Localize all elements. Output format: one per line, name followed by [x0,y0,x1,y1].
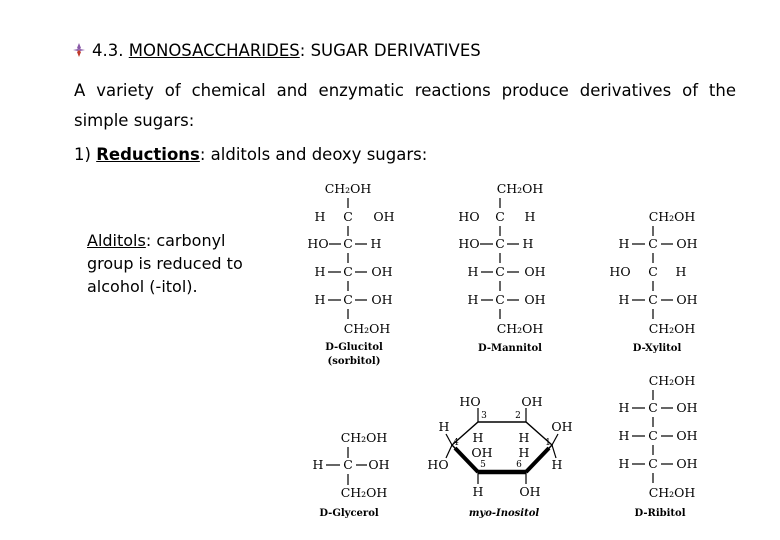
xylitol-top: CH₂OH [648,209,696,224]
glucitol-top: CH₂OH [324,181,372,196]
xylitol-r2-right: H [675,264,687,279]
mannitol-r3-right: OH [524,264,546,279]
inositol-top-left: HO [459,394,481,409]
glycerol-bottom: CH₂OH [340,485,388,500]
glucitol-r4-c: C [343,292,353,307]
inositol-inner-oh-left: OH [471,445,493,460]
heading-rest: : SUGAR DERIVATIVES [299,41,481,60]
mannitol-r2-c: C [495,236,505,251]
glycerol-r1-c: C [343,457,353,472]
inositol-inner-h-left: H [472,430,484,445]
mannitol-structure [458,181,545,354]
inositol-n1: 1 [545,438,551,448]
xylitol-r3-right: OH [676,292,698,307]
glycerol-r1-right: OH [368,457,390,472]
xylitol-r1-c: C [648,236,658,251]
mannitol-r3-c: C [495,264,505,279]
glucitol-name: D-Glucitol [325,342,383,353]
glucitol-structure [307,181,394,367]
glucitol-r2-right: H [370,236,382,251]
inositol-bot-right: OH [519,484,541,499]
intro-text: A variety of chemical and enzymatic reactions produce derivatives of the simple sugars: [74,81,736,130]
glucitol-r3-c: C [343,264,353,279]
mannitol-bottom: CH₂OH [496,321,544,336]
glycerol-top: CH₂OH [340,430,388,445]
xylitol-name: D-Xylitol [632,343,682,354]
mannitol-r4-right: OH [524,292,546,307]
section-title: Reductions [96,145,200,164]
inositol-inner-h-right: H [518,430,530,445]
glucitol-r2-left: HO [307,236,329,251]
mannitol-top: CH₂OH [496,181,544,196]
ribitol-r3-c: C [648,456,658,471]
inositol-name: myo-Inositol [468,508,540,519]
inositol-bot-left: H [472,484,484,499]
glucitol-r3-right: OH [371,264,393,279]
xylitol-structure [609,209,697,354]
mannitol-r2-left: HO [458,236,480,251]
xylitol-r2-left: HO [609,264,631,279]
alditols-term: Alditols [87,231,146,250]
inositol-inner-h-right2: H [518,445,530,460]
glycerol-structure [313,430,390,519]
xylitol-r3-left: H [618,292,630,307]
ribitol-r3-left: H [618,456,630,471]
xylitol-r1-left: H [618,236,630,251]
mannitol-r4-c: C [495,292,505,307]
section-rest: : alditols and deoxy sugars: [199,145,428,164]
mannitol-r1-c: C [495,209,505,224]
xylitol-r2-c: C [648,264,658,279]
mannitol-r1-left: HO [458,209,480,224]
glucitol-r2-c: C [343,236,353,251]
ribitol-r2-right: OH [676,428,698,443]
glucitol-alt: (sorbitol) [327,356,381,367]
ribitol-r1-left: H [618,400,630,415]
inositol-right-h: H [551,457,563,472]
inositol-structure [427,394,572,519]
mannitol-name: D-Mannitol [478,343,542,354]
inositol-n5: 5 [480,460,486,470]
inositol-top-right: OH [521,394,543,409]
xylitol-r3-c: C [648,292,658,307]
glycerol-r1-left: H [312,457,324,472]
section-prefix: 1) [74,145,97,164]
ribitol-r1-right: OH [676,400,698,415]
ribitol-structure [619,373,698,519]
inositol-n6: 6 [516,460,522,470]
inositol-n2: 2 [515,411,521,421]
ribitol-r1-c: C [648,400,658,415]
inositol-right-oh: OH [551,419,573,434]
mannitol-r3-left: H [467,264,479,279]
mannitol-r1-right: H [524,209,536,224]
glucitol-r1-c: C [343,209,353,224]
glycerol-name: D-Glycerol [319,508,379,519]
glucitol-r3-left: H [314,264,326,279]
inositol-left-ho: HO [427,457,449,472]
alditols-rest: : carbonyl group is reduced to alcohol (-itol). [87,231,243,296]
glucitol-r1-left: H [314,209,326,224]
ribitol-r3-right: OH [676,456,698,471]
ribitol-top: CH₂OH [648,373,696,388]
inositol-n4: 4 [453,438,459,448]
glucitol-r1-right: OH [373,209,395,224]
inositol-n3: 3 [481,411,487,421]
heading-title: MONOSACCHARIDES [128,41,300,60]
glucitol-r4-left: H [314,292,326,307]
glucitol-bottom: CH₂OH [343,321,391,336]
ribitol-bottom: CH₂OH [648,485,696,500]
glucitol-r4-right: OH [371,292,393,307]
inositol-left-h: H [438,419,450,434]
xylitol-r1-right: OH [676,236,698,251]
ribitol-r2-c: C [648,428,658,443]
ribitol-r2-left: H [618,428,630,443]
ribitol-name: D-Ribitol [634,508,686,519]
mannitol-r2-right: H [522,236,534,251]
xylitol-bottom: CH₂OH [648,321,696,336]
mannitol-r4-left: H [467,292,479,307]
heading-number: 4.3. [92,41,124,60]
